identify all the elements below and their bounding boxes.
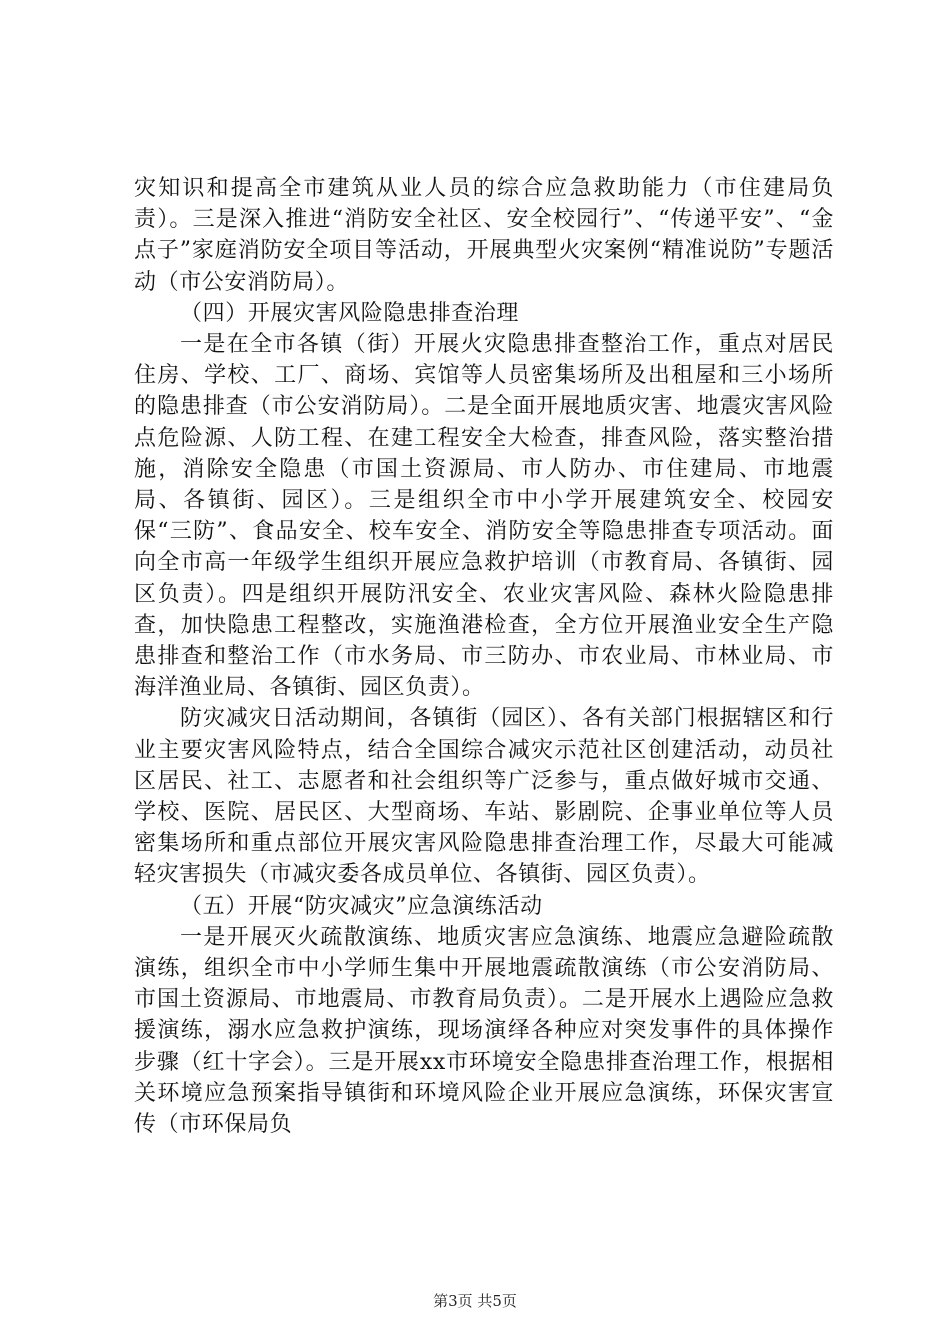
paragraph-continuation: 灾知识和提高全市建筑从业人员的综合应急救助能力（市住建局负责）。三是深入推进“消防安全社区、安全校园行”、“传递平安”、“金点子”家庭消防安全项目等活动，开展典型火灾案例“精准说防”专题活动（市公安消防局）。	[134, 176, 834, 295]
page-footer: 第3页 共5页	[433, 1292, 517, 1310]
paragraph-drills: 一是开展灭火疏散演练、地质灾害应急演练、地震应急避险疏散演练，组织全市中小学师生集中开展地震疏散演练（市公安消防局、市国土资源局、市地震局、市教育局负责）。二是开展水上遇险应急救援演练，溺水应急救护演练，现场演绎各种应对突发事件的具体操作步骤（红十字会）。三是开展xx市环境安全隐患排查治理工作，根据相关环境应急预案指导镇街和环境风险企业开展应急演练，环保灾害宣传（市环保局负	[134, 924, 834, 1138]
paragraph-hazard-inspection: 一是在全市各镇（街）开展火灾隐患排查整治工作，重点对居民住房、学校、工厂、商场、宾馆等人员密集场所及出租屋和三小场所的隐患排查（市公安消防局）。二是全面开展地质灾害、地震灾害风险点危险源、人防工程、在建工程安全大检查，排查风险，落实整治措施，消除安全隐患（市国土资源局、市人防办、市住建局、市地震局、各镇街、园区）。三是组织全市中小学开展建筑安全、校园安保“三防”、食品安全、校车安全、消防安全等隐患排查专项活动。面向全市高一年级学生组织开展应急救护培训（市教育局、各镇街、园区负责）。四是组织开展防汛安全、农业灾害风险、森林火险隐患排查，加快隐患工程整改，实施渔港检查，全方位开展渔业安全生产隐患排查和整治工作（市水务局、市三防办、市农业局、市林业局、市海洋渔业局、各镇街、园区负责）。	[134, 332, 834, 701]
section-heading-5: （五）开展“防灾减灾”应急演练活动	[180, 893, 543, 919]
paragraph-disaster-day: 防灾减灾日活动期间，各镇街（园区）、各有关部门根据辖区和行业主要灾害风险特点，结合全国综合减灾示范社区创建活动，动员社区居民、社工、志愿者和社会组织等广泛参与，重点做好城市交通、学校、医院、居民区、大型商场、车站、影剧院、企事业单位等人员密集场所和重点部位开展灾害风险隐患排查治理工作，尽最大可能减轻灾害损失（市减灾委各成员单位、各镇街、园区负责）。	[134, 706, 834, 888]
document-body	[134, 173, 834, 1140]
section-heading-4: （四）开展灾害风险隐患排查治理	[180, 300, 520, 326]
